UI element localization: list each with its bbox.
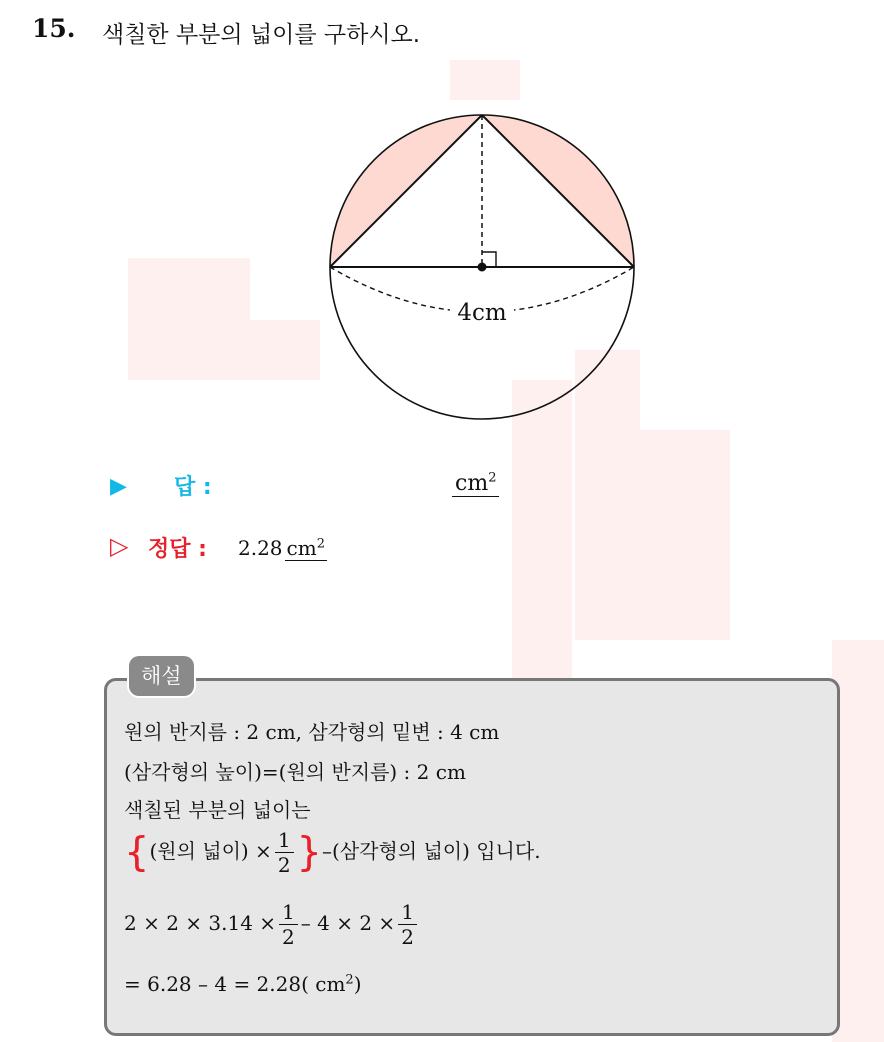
watermark-block [128, 258, 250, 380]
solution-line-3: 색칠된 부분의 넓이는 [124, 798, 311, 822]
fraction [398, 900, 417, 949]
answer-unit[interactable] [452, 472, 499, 497]
solution-line-6 [124, 972, 362, 996]
fraction [275, 828, 294, 877]
watermark-block [450, 60, 520, 100]
solution-line-6-a: = 6.28 – 4 = 2.28( cm [124, 972, 346, 996]
solution-line-1: 원의 반지름 : 2 cm, 삼각형의 밑변 : 4 cm [124, 720, 500, 744]
center-dot [478, 263, 487, 272]
key-answer-unit-text: cm [286, 536, 317, 560]
question-number: 15. [32, 14, 76, 43]
solution-line-4-a: (원의 넓이) × [149, 839, 272, 863]
answer-row [110, 468, 530, 504]
solution-tab: 해설 [129, 656, 194, 696]
solution-line-5-a: 2 × 2 × 3.14 × [124, 911, 277, 935]
key-answer-value-group [238, 536, 327, 560]
solution-line-5 [124, 900, 420, 949]
key-answer-unit-exp: 2 [316, 536, 325, 552]
outline-triangle-icon: ▷ [110, 532, 129, 560]
fraction-numerator: 1 [398, 900, 417, 925]
solution-line-2: (삼각형의 높이)=(원의 반지름) : 2 cm [124, 760, 466, 784]
key-answer-row [110, 530, 530, 566]
solution-line-4-b: –(삼각형의 넓이) 입니다. [322, 839, 541, 863]
fraction-denominator: 2 [277, 853, 291, 877]
fraction-numerator: 1 [275, 828, 294, 853]
key-answer-label: 정답 : [148, 537, 207, 562]
play-triangle-icon: ▶ [110, 474, 127, 499]
key-answer-value: 2.28 [238, 536, 283, 560]
solution-line-6-b: ) [353, 972, 362, 996]
fraction [279, 900, 298, 949]
answer-label: 답 : [174, 475, 212, 500]
answer-unit-exp: 2 [488, 470, 497, 486]
fraction-denominator: 2 [282, 925, 295, 949]
solution-line-6-exp: 2 [345, 972, 354, 988]
watermark-block [640, 430, 730, 640]
fraction-numerator: 1 [279, 900, 298, 925]
key-answer-unit [285, 536, 327, 561]
diameter-label: 4cm [457, 300, 507, 326]
question-text: 색칠한 부분의 넓이를 구하시오. [102, 22, 421, 48]
geometry-figure [300, 95, 660, 435]
fraction-denominator: 2 [401, 925, 414, 949]
left-brace: { [124, 829, 150, 876]
answer-unit-text: cm [455, 471, 489, 496]
solution-line-5-b: – 4 × 2 × [300, 911, 396, 935]
solution-line-4 [124, 828, 541, 877]
right-brace: } [296, 829, 322, 876]
